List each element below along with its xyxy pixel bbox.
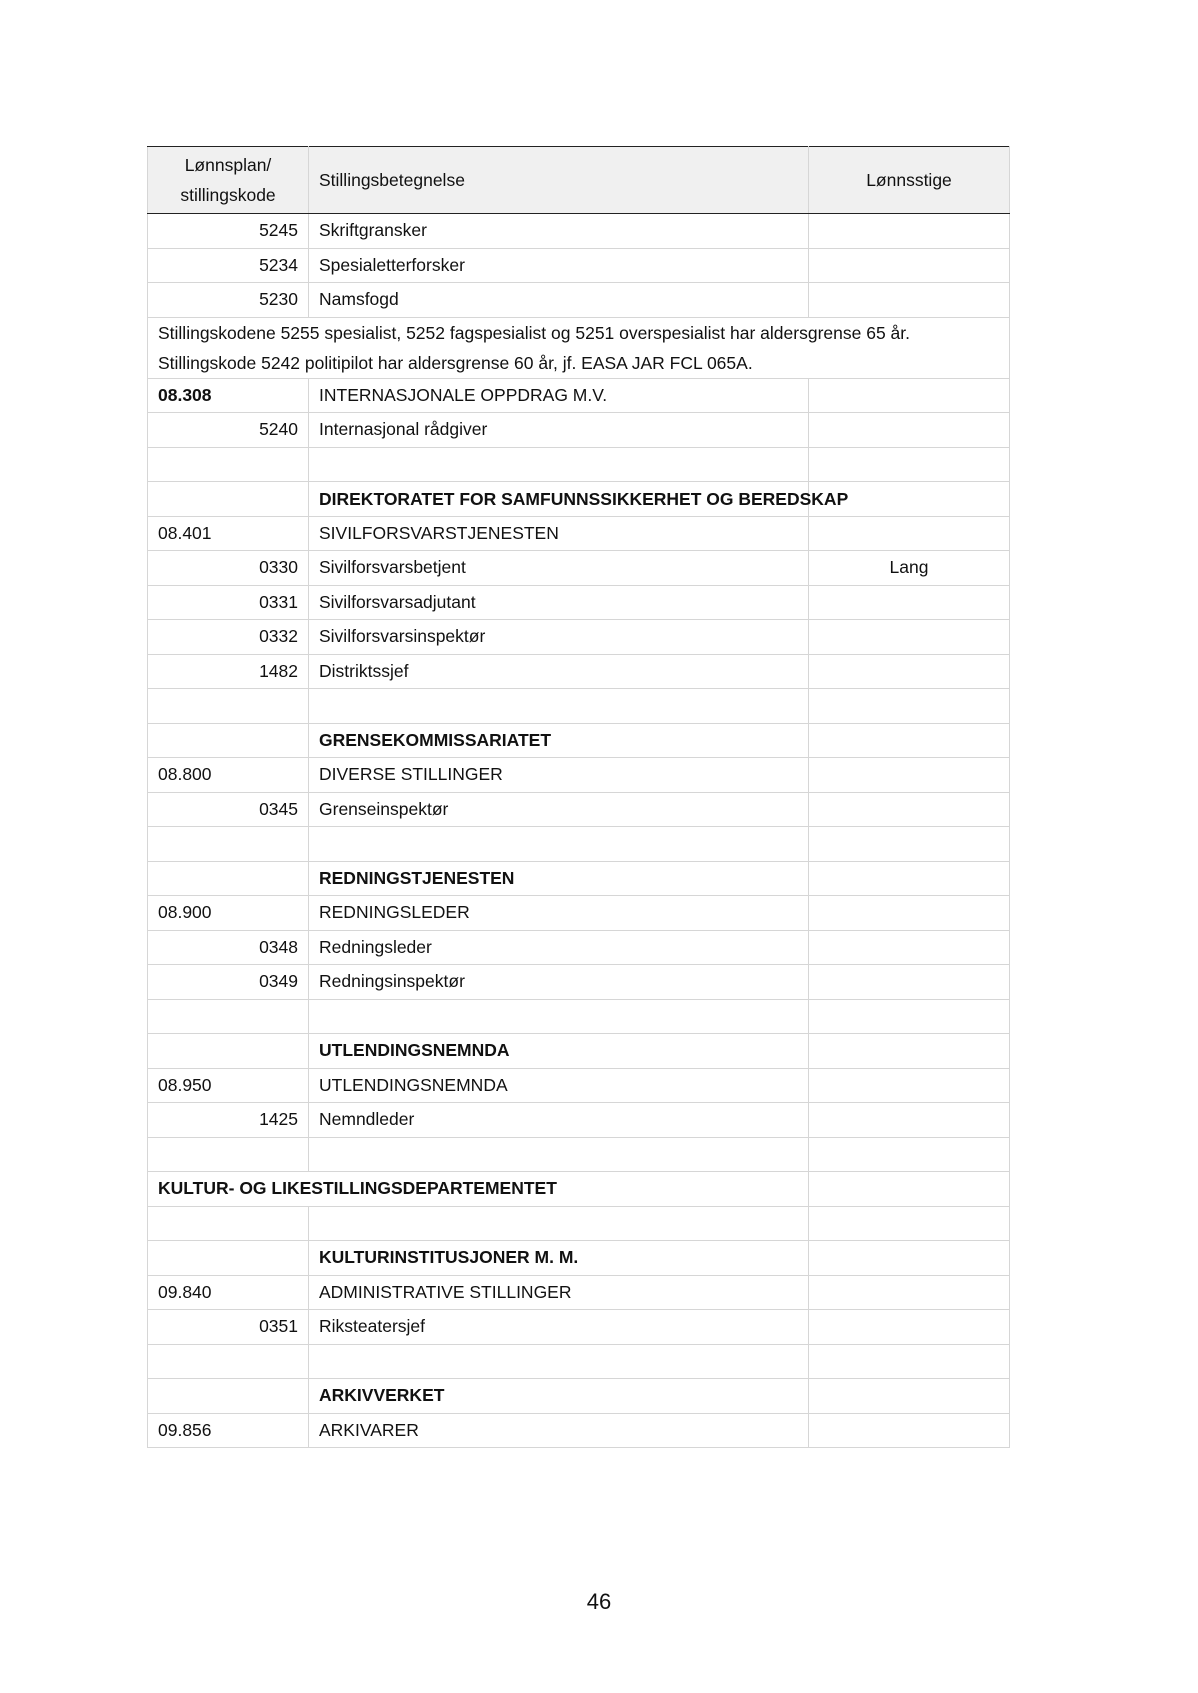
ministry-row (148, 1172, 1010, 1207)
table-row: 1425 Nemndleder (148, 1103, 1010, 1138)
age-limit-note: Stillingskodene 5255 spesialist, 5252 fagspesialist og 5251 overspesialist har aldersgrense 65 år. Stillingskode 5242 politipilot har aldersgrense 60 år, jf. EASA JAR FCL 065A. (148, 317, 1010, 378)
heading-row (148, 861, 1010, 896)
header-position-title: Stillingsbetegnelse (309, 147, 809, 214)
empty-row (148, 1137, 1010, 1172)
agency-heading: UTLENDINGSNEMNDA (309, 1034, 809, 1069)
section-row: 09.856 ARKIVARER (148, 1413, 1010, 1448)
agency-heading: KULTURINSTITUSJONER M. M. (309, 1241, 809, 1276)
table-row: 0331 Sivilforsvarsadjutant (148, 585, 1010, 620)
table-row: 0330 Sivilforsvarsbetjent Lang (148, 551, 1010, 586)
heading-row (148, 1241, 1010, 1276)
heading-row (148, 723, 1010, 758)
empty-row (148, 827, 1010, 862)
table-row: 5230 Namsfogd (148, 283, 1010, 318)
header-salary-ladder: Lønnsstige (809, 147, 1010, 214)
ministry-heading: KULTUR- OG LIKESTILLINGSDEPARTEMENTET (148, 1172, 809, 1207)
table-row: 0345 Grenseinspektør (148, 792, 1010, 827)
empty-row (148, 999, 1010, 1034)
table-header-row (148, 147, 1010, 214)
section-row: 09.840 ADMINISTRATIVE STILLINGER (148, 1275, 1010, 1310)
table-row: 5240 Internasjonal rådgiver (148, 413, 1010, 448)
agency-heading: DIREKTORATET FOR SAMFUNNSSIKKERHET OG BEREDSKAP (309, 482, 809, 517)
section-row: 08.401 SIVILFORSVARSTJENESTEN (148, 516, 1010, 551)
heading-row (148, 1034, 1010, 1069)
page-number: 46 (586, 1589, 612, 1614)
agency-heading: REDNINGSTJENESTEN (309, 861, 809, 896)
heading-row (148, 482, 1010, 517)
table-row: 0332 Sivilforsvarsinspektør (148, 620, 1010, 655)
table-row: 0348 Redningsleder (148, 930, 1010, 965)
empty-row (148, 1206, 1010, 1241)
table-row: 5245 Skriftgransker (148, 214, 1010, 249)
section-row: 08.308 INTERNASJONALE OPPDRAG M.V. (148, 378, 1010, 413)
header-salary-plan-code: Lønnsplan/ stillingskode (148, 147, 309, 214)
table-row: 0349 Redningsinspektør (148, 965, 1010, 1000)
section-row: 08.900 REDNINGSLEDER (148, 896, 1010, 931)
empty-row (148, 689, 1010, 724)
table-row: 1482 Distriktssjef (148, 654, 1010, 689)
section-row: 08.800 DIVERSE STILLINGER (148, 758, 1010, 793)
note-row (148, 317, 1010, 378)
empty-row (148, 1344, 1010, 1379)
empty-row (148, 447, 1010, 482)
table-row: 5234 Spesialetterforsker (148, 248, 1010, 283)
section-row: 08.950 UTLENDINGSNEMNDA (148, 1068, 1010, 1103)
table-row: 0351 Riksteatersjef (148, 1310, 1010, 1345)
salary-plan-table (147, 146, 1010, 1448)
agency-heading: GRENSEKOMMISSARIATET (309, 723, 809, 758)
heading-row (148, 1379, 1010, 1414)
agency-heading: ARKIVVERKET (309, 1379, 809, 1414)
